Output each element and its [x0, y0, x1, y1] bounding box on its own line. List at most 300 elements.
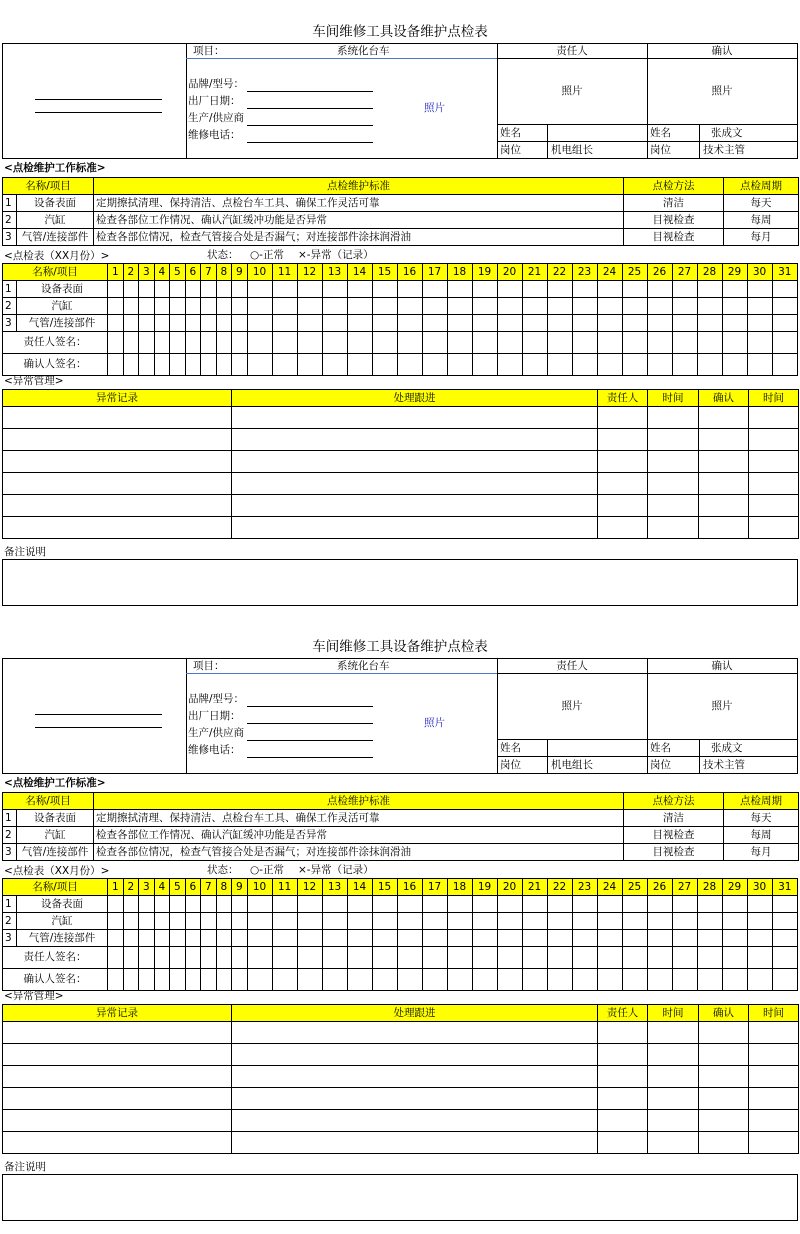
- check-cell[interactable]: [472, 913, 497, 930]
- check-cell[interactable]: [232, 354, 248, 376]
- check-cell[interactable]: [347, 969, 372, 991]
- anomaly-cell[interactable]: [648, 1022, 699, 1044]
- check-cell[interactable]: [297, 930, 322, 947]
- check-cell[interactable]: [372, 969, 397, 991]
- check-cell[interactable]: [347, 913, 372, 930]
- check-cell[interactable]: [347, 354, 372, 376]
- anomaly-cell[interactable]: [598, 429, 648, 451]
- check-cell[interactable]: [201, 913, 217, 930]
- anomaly-cell[interactable]: [232, 1022, 598, 1044]
- check-cell[interactable]: [647, 969, 672, 991]
- check-cell[interactable]: [154, 298, 170, 315]
- check-cell[interactable]: [572, 930, 597, 947]
- anomaly-cell[interactable]: [598, 1110, 648, 1132]
- check-cell[interactable]: [772, 281, 797, 298]
- check-cell[interactable]: [272, 969, 297, 991]
- check-cell[interactable]: [232, 930, 248, 947]
- anomaly-cell[interactable]: [232, 473, 598, 495]
- check-cell[interactable]: [747, 930, 772, 947]
- check-cell[interactable]: [747, 298, 772, 315]
- anomaly-cell[interactable]: [699, 1066, 749, 1088]
- check-cell[interactable]: [672, 281, 697, 298]
- check-cell[interactable]: [247, 896, 272, 913]
- check-cell[interactable]: [747, 896, 772, 913]
- check-cell[interactable]: [397, 930, 422, 947]
- anomaly-cell[interactable]: [699, 1044, 749, 1066]
- check-cell[interactable]: [201, 298, 217, 315]
- check-cell[interactable]: [185, 913, 201, 930]
- check-cell[interactable]: [672, 332, 697, 354]
- check-cell[interactable]: [597, 281, 622, 298]
- check-cell[interactable]: [497, 896, 522, 913]
- check-cell[interactable]: [108, 930, 124, 947]
- check-cell[interactable]: [472, 947, 497, 969]
- check-cell[interactable]: [216, 315, 232, 332]
- check-cell[interactable]: [672, 315, 697, 332]
- check-cell[interactable]: [139, 896, 155, 913]
- anomaly-cell[interactable]: [749, 1132, 799, 1154]
- check-cell[interactable]: [622, 947, 647, 969]
- anomaly-cell[interactable]: [699, 1022, 749, 1044]
- check-cell[interactable]: [247, 315, 272, 332]
- check-cell[interactable]: [547, 896, 572, 913]
- anomaly-cell[interactable]: [598, 1132, 648, 1154]
- check-cell[interactable]: [297, 315, 322, 332]
- check-cell[interactable]: [272, 913, 297, 930]
- check-cell[interactable]: [772, 298, 797, 315]
- check-cell[interactable]: [497, 354, 522, 376]
- check-cell[interactable]: [123, 947, 139, 969]
- check-cell[interactable]: [722, 913, 747, 930]
- check-cell[interactable]: [522, 913, 547, 930]
- check-cell[interactable]: [472, 969, 497, 991]
- check-cell[interactable]: [772, 896, 797, 913]
- check-cell[interactable]: [397, 896, 422, 913]
- anomaly-cell[interactable]: [648, 1044, 699, 1066]
- check-cell[interactable]: [139, 298, 155, 315]
- check-cell[interactable]: [170, 947, 186, 969]
- check-cell[interactable]: [497, 969, 522, 991]
- check-cell[interactable]: [647, 913, 672, 930]
- check-cell[interactable]: [472, 332, 497, 354]
- check-cell[interactable]: [597, 354, 622, 376]
- check-cell[interactable]: [697, 947, 722, 969]
- check-cell[interactable]: [170, 298, 186, 315]
- check-cell[interactable]: [597, 315, 622, 332]
- anomaly-cell[interactable]: [3, 473, 232, 495]
- anomaly-cell[interactable]: [232, 1132, 598, 1154]
- check-cell[interactable]: [672, 896, 697, 913]
- check-cell[interactable]: [372, 354, 397, 376]
- check-cell[interactable]: [123, 332, 139, 354]
- check-cell[interactable]: [697, 896, 722, 913]
- check-cell[interactable]: [697, 281, 722, 298]
- check-cell[interactable]: [547, 298, 572, 315]
- anomaly-cell[interactable]: [232, 429, 598, 451]
- check-cell[interactable]: [472, 354, 497, 376]
- check-cell[interactable]: [722, 354, 747, 376]
- check-cell[interactable]: [547, 332, 572, 354]
- check-cell[interactable]: [747, 969, 772, 991]
- anomaly-cell[interactable]: [648, 429, 699, 451]
- check-cell[interactable]: [154, 913, 170, 930]
- check-cell[interactable]: [201, 969, 217, 991]
- check-cell[interactable]: [108, 969, 124, 991]
- anomaly-cell[interactable]: [598, 1088, 648, 1110]
- check-cell[interactable]: [185, 896, 201, 913]
- check-cell[interactable]: [447, 930, 472, 947]
- check-cell[interactable]: [497, 913, 522, 930]
- check-cell[interactable]: [697, 332, 722, 354]
- check-cell[interactable]: [497, 332, 522, 354]
- check-cell[interactable]: [108, 913, 124, 930]
- anomaly-cell[interactable]: [648, 473, 699, 495]
- check-cell[interactable]: [108, 947, 124, 969]
- check-cell[interactable]: [154, 947, 170, 969]
- check-cell[interactable]: [322, 281, 347, 298]
- check-cell[interactable]: [139, 969, 155, 991]
- anomaly-cell[interactable]: [699, 473, 749, 495]
- check-cell[interactable]: [216, 913, 232, 930]
- check-cell[interactable]: [347, 281, 372, 298]
- check-cell[interactable]: [347, 298, 372, 315]
- check-cell[interactable]: [547, 947, 572, 969]
- check-cell[interactable]: [297, 913, 322, 930]
- check-cell[interactable]: [297, 354, 322, 376]
- anomaly-cell[interactable]: [749, 429, 799, 451]
- check-cell[interactable]: [154, 354, 170, 376]
- check-cell[interactable]: [447, 315, 472, 332]
- check-cell[interactable]: [722, 896, 747, 913]
- check-cell[interactable]: [772, 913, 797, 930]
- check-cell[interactable]: [447, 332, 472, 354]
- anomaly-cell[interactable]: [648, 495, 699, 517]
- check-cell[interactable]: [247, 332, 272, 354]
- check-cell[interactable]: [697, 354, 722, 376]
- check-cell[interactable]: [201, 332, 217, 354]
- check-cell[interactable]: [247, 298, 272, 315]
- check-cell[interactable]: [672, 354, 697, 376]
- check-cell[interactable]: [447, 969, 472, 991]
- check-cell[interactable]: [170, 969, 186, 991]
- check-cell[interactable]: [297, 947, 322, 969]
- check-cell[interactable]: [772, 332, 797, 354]
- check-cell[interactable]: [772, 947, 797, 969]
- check-cell[interactable]: [272, 332, 297, 354]
- anomaly-cell[interactable]: [648, 451, 699, 473]
- check-cell[interactable]: [372, 913, 397, 930]
- check-cell[interactable]: [372, 315, 397, 332]
- anomaly-cell[interactable]: [3, 407, 232, 429]
- check-cell[interactable]: [597, 298, 622, 315]
- anomaly-cell[interactable]: [598, 1066, 648, 1088]
- check-cell[interactable]: [597, 947, 622, 969]
- check-cell[interactable]: [697, 930, 722, 947]
- check-cell[interactable]: [647, 315, 672, 332]
- anomaly-cell[interactable]: [749, 407, 799, 429]
- check-cell[interactable]: [201, 896, 217, 913]
- check-cell[interactable]: [397, 969, 422, 991]
- check-cell[interactable]: [232, 969, 248, 991]
- check-cell[interactable]: [447, 354, 472, 376]
- check-cell[interactable]: [672, 969, 697, 991]
- anomaly-cell[interactable]: [598, 407, 648, 429]
- check-cell[interactable]: [572, 913, 597, 930]
- check-cell[interactable]: [472, 315, 497, 332]
- check-cell[interactable]: [216, 354, 232, 376]
- check-cell[interactable]: [170, 913, 186, 930]
- check-cell[interactable]: [108, 298, 124, 315]
- anomaly-cell[interactable]: [3, 1132, 232, 1154]
- check-cell[interactable]: [422, 930, 447, 947]
- check-cell[interactable]: [722, 281, 747, 298]
- anomaly-cell[interactable]: [232, 517, 598, 539]
- check-cell[interactable]: [201, 947, 217, 969]
- check-cell[interactable]: [216, 281, 232, 298]
- check-cell[interactable]: [547, 969, 572, 991]
- anomaly-cell[interactable]: [749, 473, 799, 495]
- check-cell[interactable]: [170, 315, 186, 332]
- check-cell[interactable]: [108, 281, 124, 298]
- check-cell[interactable]: [123, 298, 139, 315]
- check-cell[interactable]: [322, 315, 347, 332]
- check-cell[interactable]: [216, 947, 232, 969]
- check-cell[interactable]: [232, 332, 248, 354]
- check-cell[interactable]: [297, 896, 322, 913]
- check-cell[interactable]: [747, 315, 772, 332]
- check-cell[interactable]: [597, 332, 622, 354]
- anomaly-cell[interactable]: [3, 451, 232, 473]
- anomaly-cell[interactable]: [648, 1132, 699, 1154]
- check-cell[interactable]: [272, 315, 297, 332]
- check-cell[interactable]: [372, 332, 397, 354]
- check-cell[interactable]: [232, 281, 248, 298]
- check-cell[interactable]: [272, 298, 297, 315]
- check-cell[interactable]: [547, 913, 572, 930]
- check-cell[interactable]: [522, 332, 547, 354]
- check-cell[interactable]: [297, 298, 322, 315]
- check-cell[interactable]: [547, 315, 572, 332]
- check-cell[interactable]: [622, 281, 647, 298]
- anomaly-cell[interactable]: [699, 1088, 749, 1110]
- check-cell[interactable]: [447, 298, 472, 315]
- check-cell[interactable]: [123, 930, 139, 947]
- anomaly-cell[interactable]: [3, 517, 232, 539]
- anomaly-cell[interactable]: [598, 1022, 648, 1044]
- check-cell[interactable]: [672, 298, 697, 315]
- anomaly-cell[interactable]: [648, 1088, 699, 1110]
- check-cell[interactable]: [372, 896, 397, 913]
- check-cell[interactable]: [522, 354, 547, 376]
- check-cell[interactable]: [697, 315, 722, 332]
- check-cell[interactable]: [322, 298, 347, 315]
- anomaly-cell[interactable]: [699, 1132, 749, 1154]
- check-cell[interactable]: [722, 315, 747, 332]
- check-cell[interactable]: [154, 969, 170, 991]
- check-cell[interactable]: [347, 896, 372, 913]
- check-cell[interactable]: [747, 332, 772, 354]
- check-cell[interactable]: [322, 947, 347, 969]
- check-cell[interactable]: [422, 281, 447, 298]
- check-cell[interactable]: [572, 896, 597, 913]
- check-cell[interactable]: [216, 896, 232, 913]
- check-cell[interactable]: [697, 298, 722, 315]
- check-cell[interactable]: [347, 930, 372, 947]
- check-cell[interactable]: [397, 354, 422, 376]
- check-cell[interactable]: [572, 298, 597, 315]
- check-cell[interactable]: [547, 281, 572, 298]
- check-cell[interactable]: [647, 298, 672, 315]
- check-cell[interactable]: [597, 913, 622, 930]
- check-cell[interactable]: [322, 930, 347, 947]
- check-cell[interactable]: [472, 298, 497, 315]
- check-cell[interactable]: [647, 930, 672, 947]
- check-cell[interactable]: [272, 930, 297, 947]
- anomaly-cell[interactable]: [3, 1066, 232, 1088]
- check-cell[interactable]: [747, 354, 772, 376]
- check-cell[interactable]: [201, 281, 217, 298]
- check-cell[interactable]: [108, 896, 124, 913]
- check-cell[interactable]: [472, 896, 497, 913]
- check-cell[interactable]: [297, 281, 322, 298]
- check-cell[interactable]: [247, 281, 272, 298]
- check-cell[interactable]: [547, 930, 572, 947]
- check-cell[interactable]: [123, 281, 139, 298]
- check-cell[interactable]: [185, 315, 201, 332]
- check-cell[interactable]: [123, 354, 139, 376]
- check-cell[interactable]: [647, 281, 672, 298]
- check-cell[interactable]: [108, 315, 124, 332]
- check-cell[interactable]: [447, 896, 472, 913]
- check-cell[interactable]: [216, 930, 232, 947]
- anomaly-cell[interactable]: [648, 1066, 699, 1088]
- check-cell[interactable]: [185, 332, 201, 354]
- check-cell[interactable]: [397, 281, 422, 298]
- check-cell[interactable]: [572, 354, 597, 376]
- check-cell[interactable]: [422, 896, 447, 913]
- remarks-box[interactable]: [2, 1174, 798, 1221]
- check-cell[interactable]: [522, 969, 547, 991]
- check-cell[interactable]: [497, 947, 522, 969]
- check-cell[interactable]: [647, 332, 672, 354]
- anomaly-cell[interactable]: [699, 429, 749, 451]
- check-cell[interactable]: [297, 969, 322, 991]
- anomaly-cell[interactable]: [3, 1044, 232, 1066]
- anomaly-cell[interactable]: [699, 517, 749, 539]
- check-cell[interactable]: [139, 332, 155, 354]
- check-cell[interactable]: [216, 969, 232, 991]
- check-cell[interactable]: [522, 298, 547, 315]
- check-cell[interactable]: [522, 896, 547, 913]
- check-cell[interactable]: [672, 930, 697, 947]
- check-cell[interactable]: [347, 315, 372, 332]
- check-cell[interactable]: [154, 281, 170, 298]
- anomaly-cell[interactable]: [598, 517, 648, 539]
- check-cell[interactable]: [522, 315, 547, 332]
- check-cell[interactable]: [397, 947, 422, 969]
- check-cell[interactable]: [170, 354, 186, 376]
- check-cell[interactable]: [422, 332, 447, 354]
- check-cell[interactable]: [216, 332, 232, 354]
- check-cell[interactable]: [139, 281, 155, 298]
- anomaly-cell[interactable]: [598, 495, 648, 517]
- check-cell[interactable]: [622, 354, 647, 376]
- anomaly-cell[interactable]: [232, 495, 598, 517]
- check-cell[interactable]: [422, 298, 447, 315]
- anomaly-cell[interactable]: [3, 1088, 232, 1110]
- check-cell[interactable]: [170, 332, 186, 354]
- check-cell[interactable]: [397, 913, 422, 930]
- anomaly-cell[interactable]: [648, 1110, 699, 1132]
- check-cell[interactable]: [747, 913, 772, 930]
- check-cell[interactable]: [497, 298, 522, 315]
- check-cell[interactable]: [772, 969, 797, 991]
- check-cell[interactable]: [622, 969, 647, 991]
- check-cell[interactable]: [397, 315, 422, 332]
- check-cell[interactable]: [647, 896, 672, 913]
- check-cell[interactable]: [672, 947, 697, 969]
- check-cell[interactable]: [747, 947, 772, 969]
- check-cell[interactable]: [201, 930, 217, 947]
- check-cell[interactable]: [322, 913, 347, 930]
- check-cell[interactable]: [154, 315, 170, 332]
- check-cell[interactable]: [232, 298, 248, 315]
- check-cell[interactable]: [108, 332, 124, 354]
- check-cell[interactable]: [472, 281, 497, 298]
- check-cell[interactable]: [232, 947, 248, 969]
- check-cell[interactable]: [722, 332, 747, 354]
- check-cell[interactable]: [772, 315, 797, 332]
- check-cell[interactable]: [123, 969, 139, 991]
- check-cell[interactable]: [647, 354, 672, 376]
- check-cell[interactable]: [622, 315, 647, 332]
- check-cell[interactable]: [572, 947, 597, 969]
- check-cell[interactable]: [447, 913, 472, 930]
- check-cell[interactable]: [108, 354, 124, 376]
- check-cell[interactable]: [397, 332, 422, 354]
- check-cell[interactable]: [497, 281, 522, 298]
- check-cell[interactable]: [185, 281, 201, 298]
- check-cell[interactable]: [372, 930, 397, 947]
- check-cell[interactable]: [272, 947, 297, 969]
- check-cell[interactable]: [170, 896, 186, 913]
- check-cell[interactable]: [497, 315, 522, 332]
- check-cell[interactable]: [123, 315, 139, 332]
- check-cell[interactable]: [139, 354, 155, 376]
- anomaly-cell[interactable]: [749, 1110, 799, 1132]
- check-cell[interactable]: [447, 947, 472, 969]
- anomaly-cell[interactable]: [749, 1044, 799, 1066]
- check-cell[interactable]: [154, 930, 170, 947]
- check-cell[interactable]: [139, 315, 155, 332]
- check-cell[interactable]: [232, 896, 248, 913]
- check-cell[interactable]: [123, 913, 139, 930]
- check-cell[interactable]: [185, 947, 201, 969]
- check-cell[interactable]: [185, 298, 201, 315]
- anomaly-cell[interactable]: [3, 495, 232, 517]
- check-cell[interactable]: [572, 969, 597, 991]
- check-cell[interactable]: [216, 298, 232, 315]
- anomaly-cell[interactable]: [232, 1066, 598, 1088]
- check-cell[interactable]: [722, 930, 747, 947]
- anomaly-cell[interactable]: [598, 451, 648, 473]
- check-cell[interactable]: [597, 896, 622, 913]
- check-cell[interactable]: [170, 930, 186, 947]
- check-cell[interactable]: [201, 354, 217, 376]
- check-cell[interactable]: [322, 332, 347, 354]
- check-cell[interactable]: [647, 947, 672, 969]
- check-cell[interactable]: [547, 354, 572, 376]
